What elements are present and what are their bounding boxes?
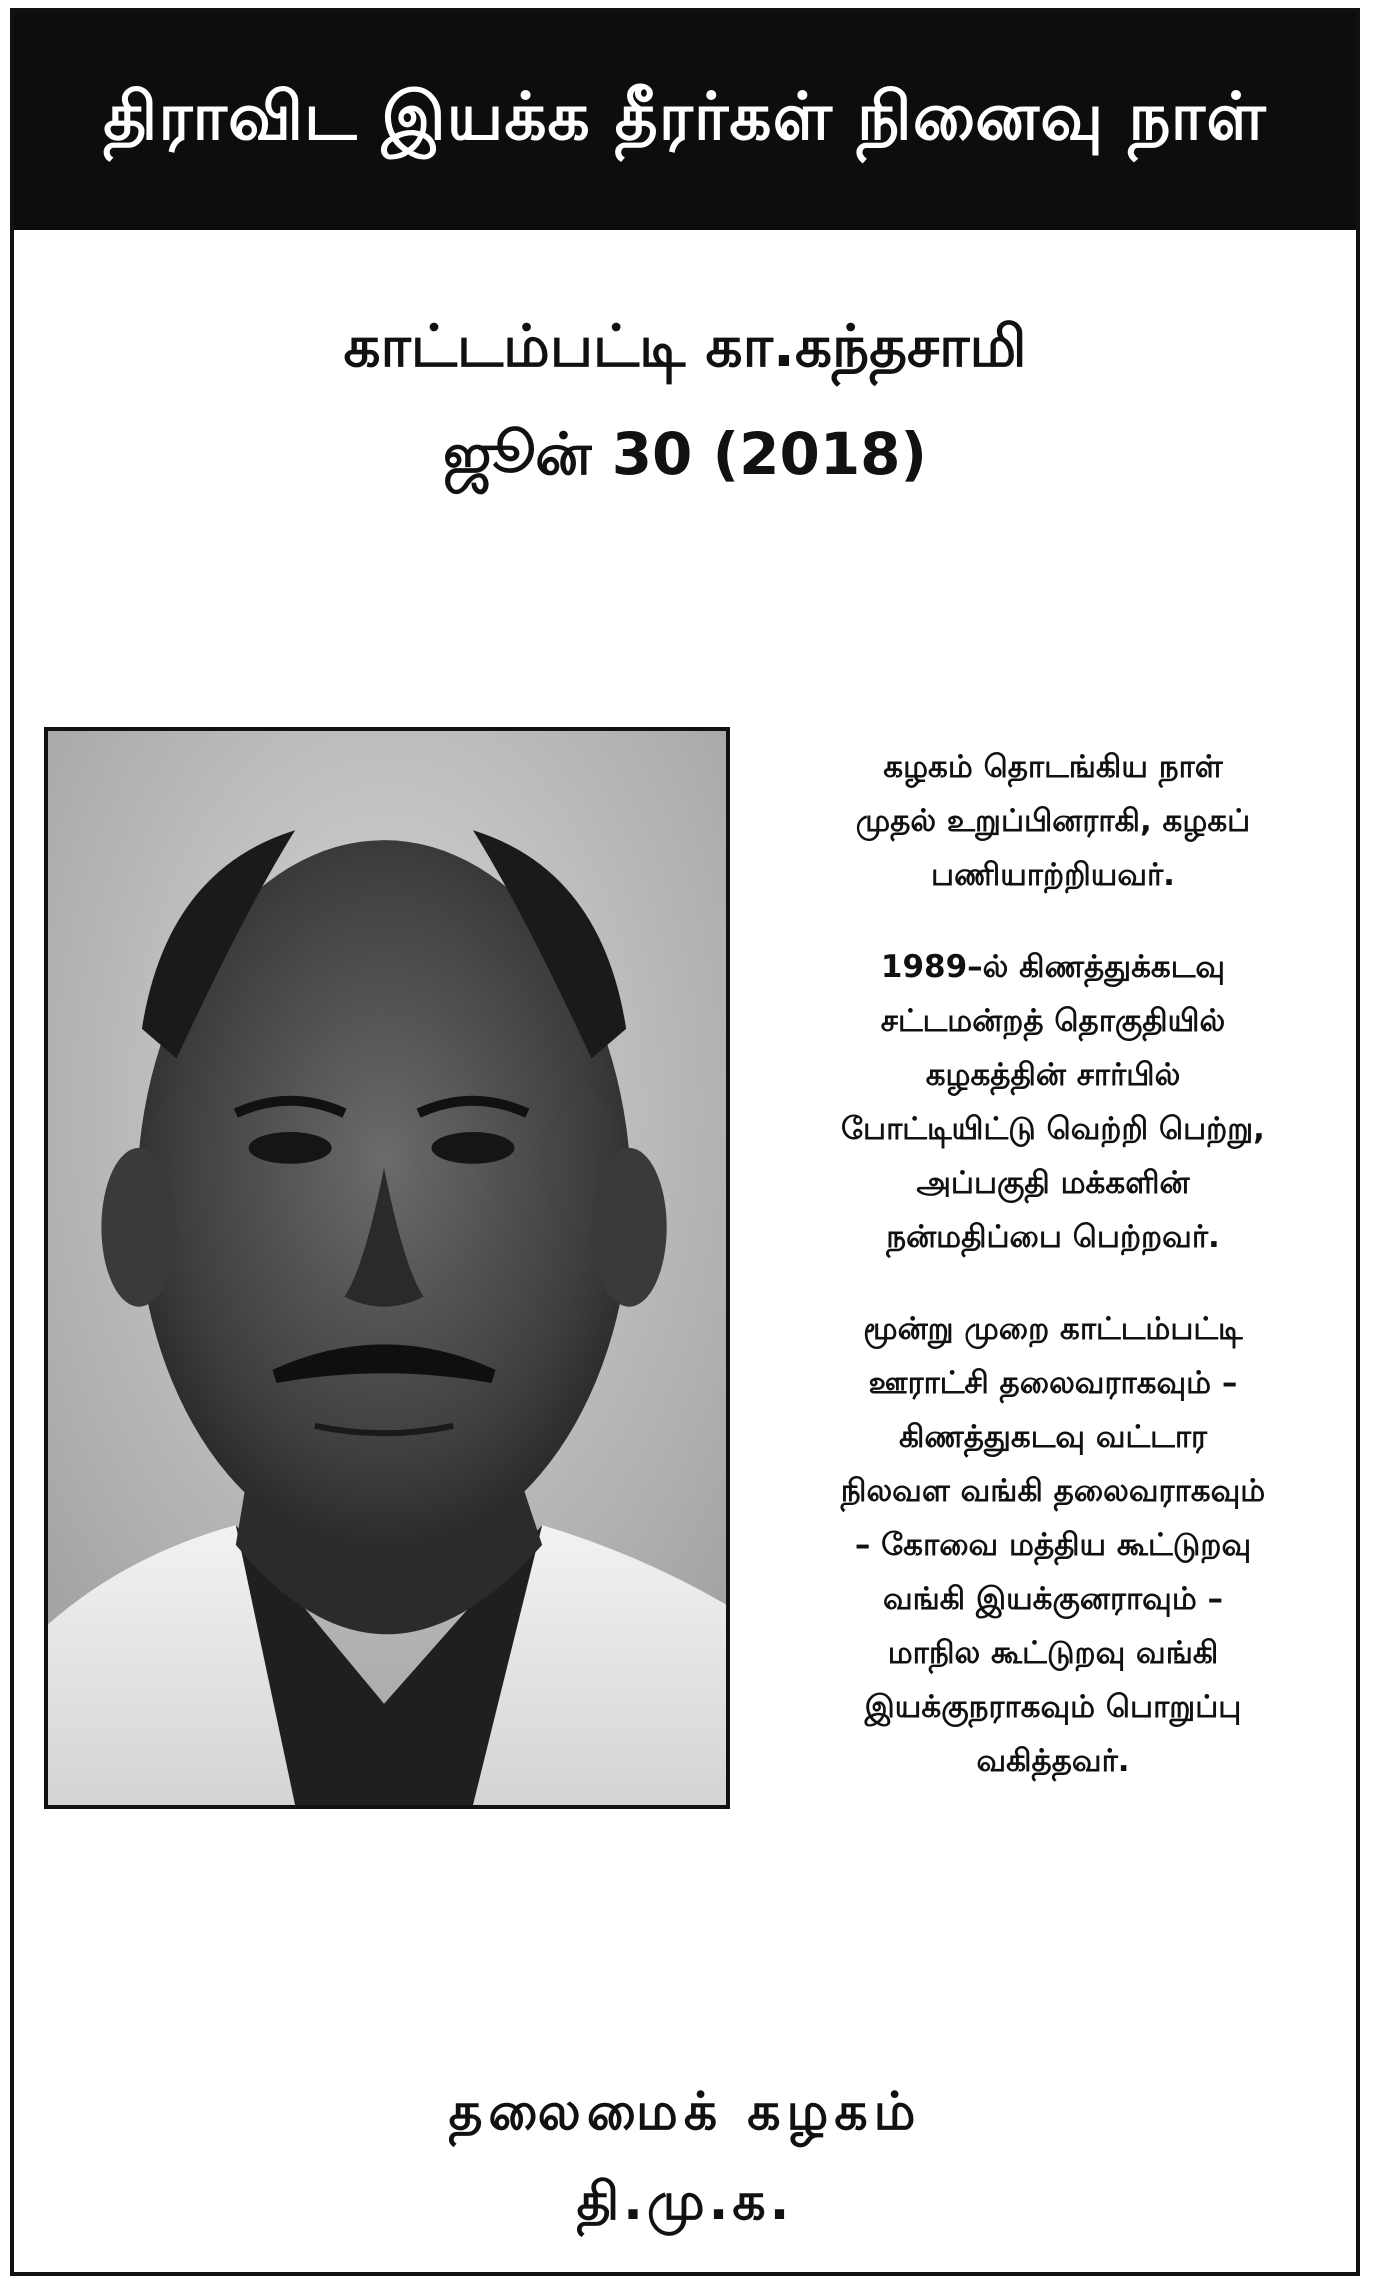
- footer-party-name: தி.மு.க.: [576, 2172, 794, 2232]
- bio-line: கழகம் தொடங்கிய நாள்: [883, 749, 1223, 785]
- banner-title: திராவிட இயக்க தீரர்கள் நினைவு நாள்: [103, 78, 1267, 155]
- bio-line: பணியாற்றியவர்.: [931, 857, 1175, 893]
- bio-line: கழகத்தின் சார்பில்: [925, 1057, 1181, 1093]
- bio-line: 1989–ல் கிணத்துக்கடவு: [880, 949, 1226, 985]
- biography-text: [754, 740, 1352, 1826]
- bio-line: மூன்று முறை காட்டம்பட்டி: [863, 1311, 1243, 1347]
- person-name: காட்டம்பட்டி கா.கந்தசாமி: [343, 312, 1027, 380]
- portrait-image: [48, 731, 726, 1805]
- portrait-photo: [44, 727, 730, 1809]
- bio-line: கிணத்துகடவு வட்டார: [898, 1419, 1208, 1455]
- bio-line: வகித்தவர்.: [976, 1743, 1130, 1779]
- bio-line: போட்டியிட்டு வெற்றி பெற்று,: [841, 1111, 1265, 1147]
- bio-line: அப்பகுதி மக்களின்: [916, 1165, 1190, 1201]
- bio-paragraph-3: [754, 1302, 1352, 1788]
- bio-line: நன்மதிப்பை பெற்றவர்.: [886, 1219, 1220, 1255]
- header-banner: [14, 12, 1356, 230]
- bio-line: சட்டமன்றத் தொகுதியில்: [880, 1003, 1226, 1039]
- bio-line: முதல் உறுப்பினராகி, கழகப்: [855, 803, 1251, 839]
- footer-organization: தலைமைக் கழகம்: [448, 2082, 922, 2142]
- memorial-date: ஜூன் 30 (2018): [442, 420, 928, 488]
- bio-paragraph-1: [754, 740, 1352, 902]
- bio-line: – கோவை மத்திய கூட்டுறவு: [854, 1527, 1252, 1563]
- bio-line: மாநில கூட்டுறவு வங்கி: [887, 1635, 1219, 1671]
- bio-line: வங்கி இயக்குனராவும் –: [882, 1581, 1224, 1617]
- bio-line: ஊராட்சி தலைவராகவும் –: [868, 1365, 1238, 1401]
- memorial-notice: [10, 8, 1360, 2276]
- bio-line: நிலவள வங்கி தலைவராகவும்: [840, 1473, 1266, 1509]
- bio-line: இயக்குநராகவும் பொறுப்பு: [864, 1689, 1242, 1725]
- bio-paragraph-2: [754, 940, 1352, 1264]
